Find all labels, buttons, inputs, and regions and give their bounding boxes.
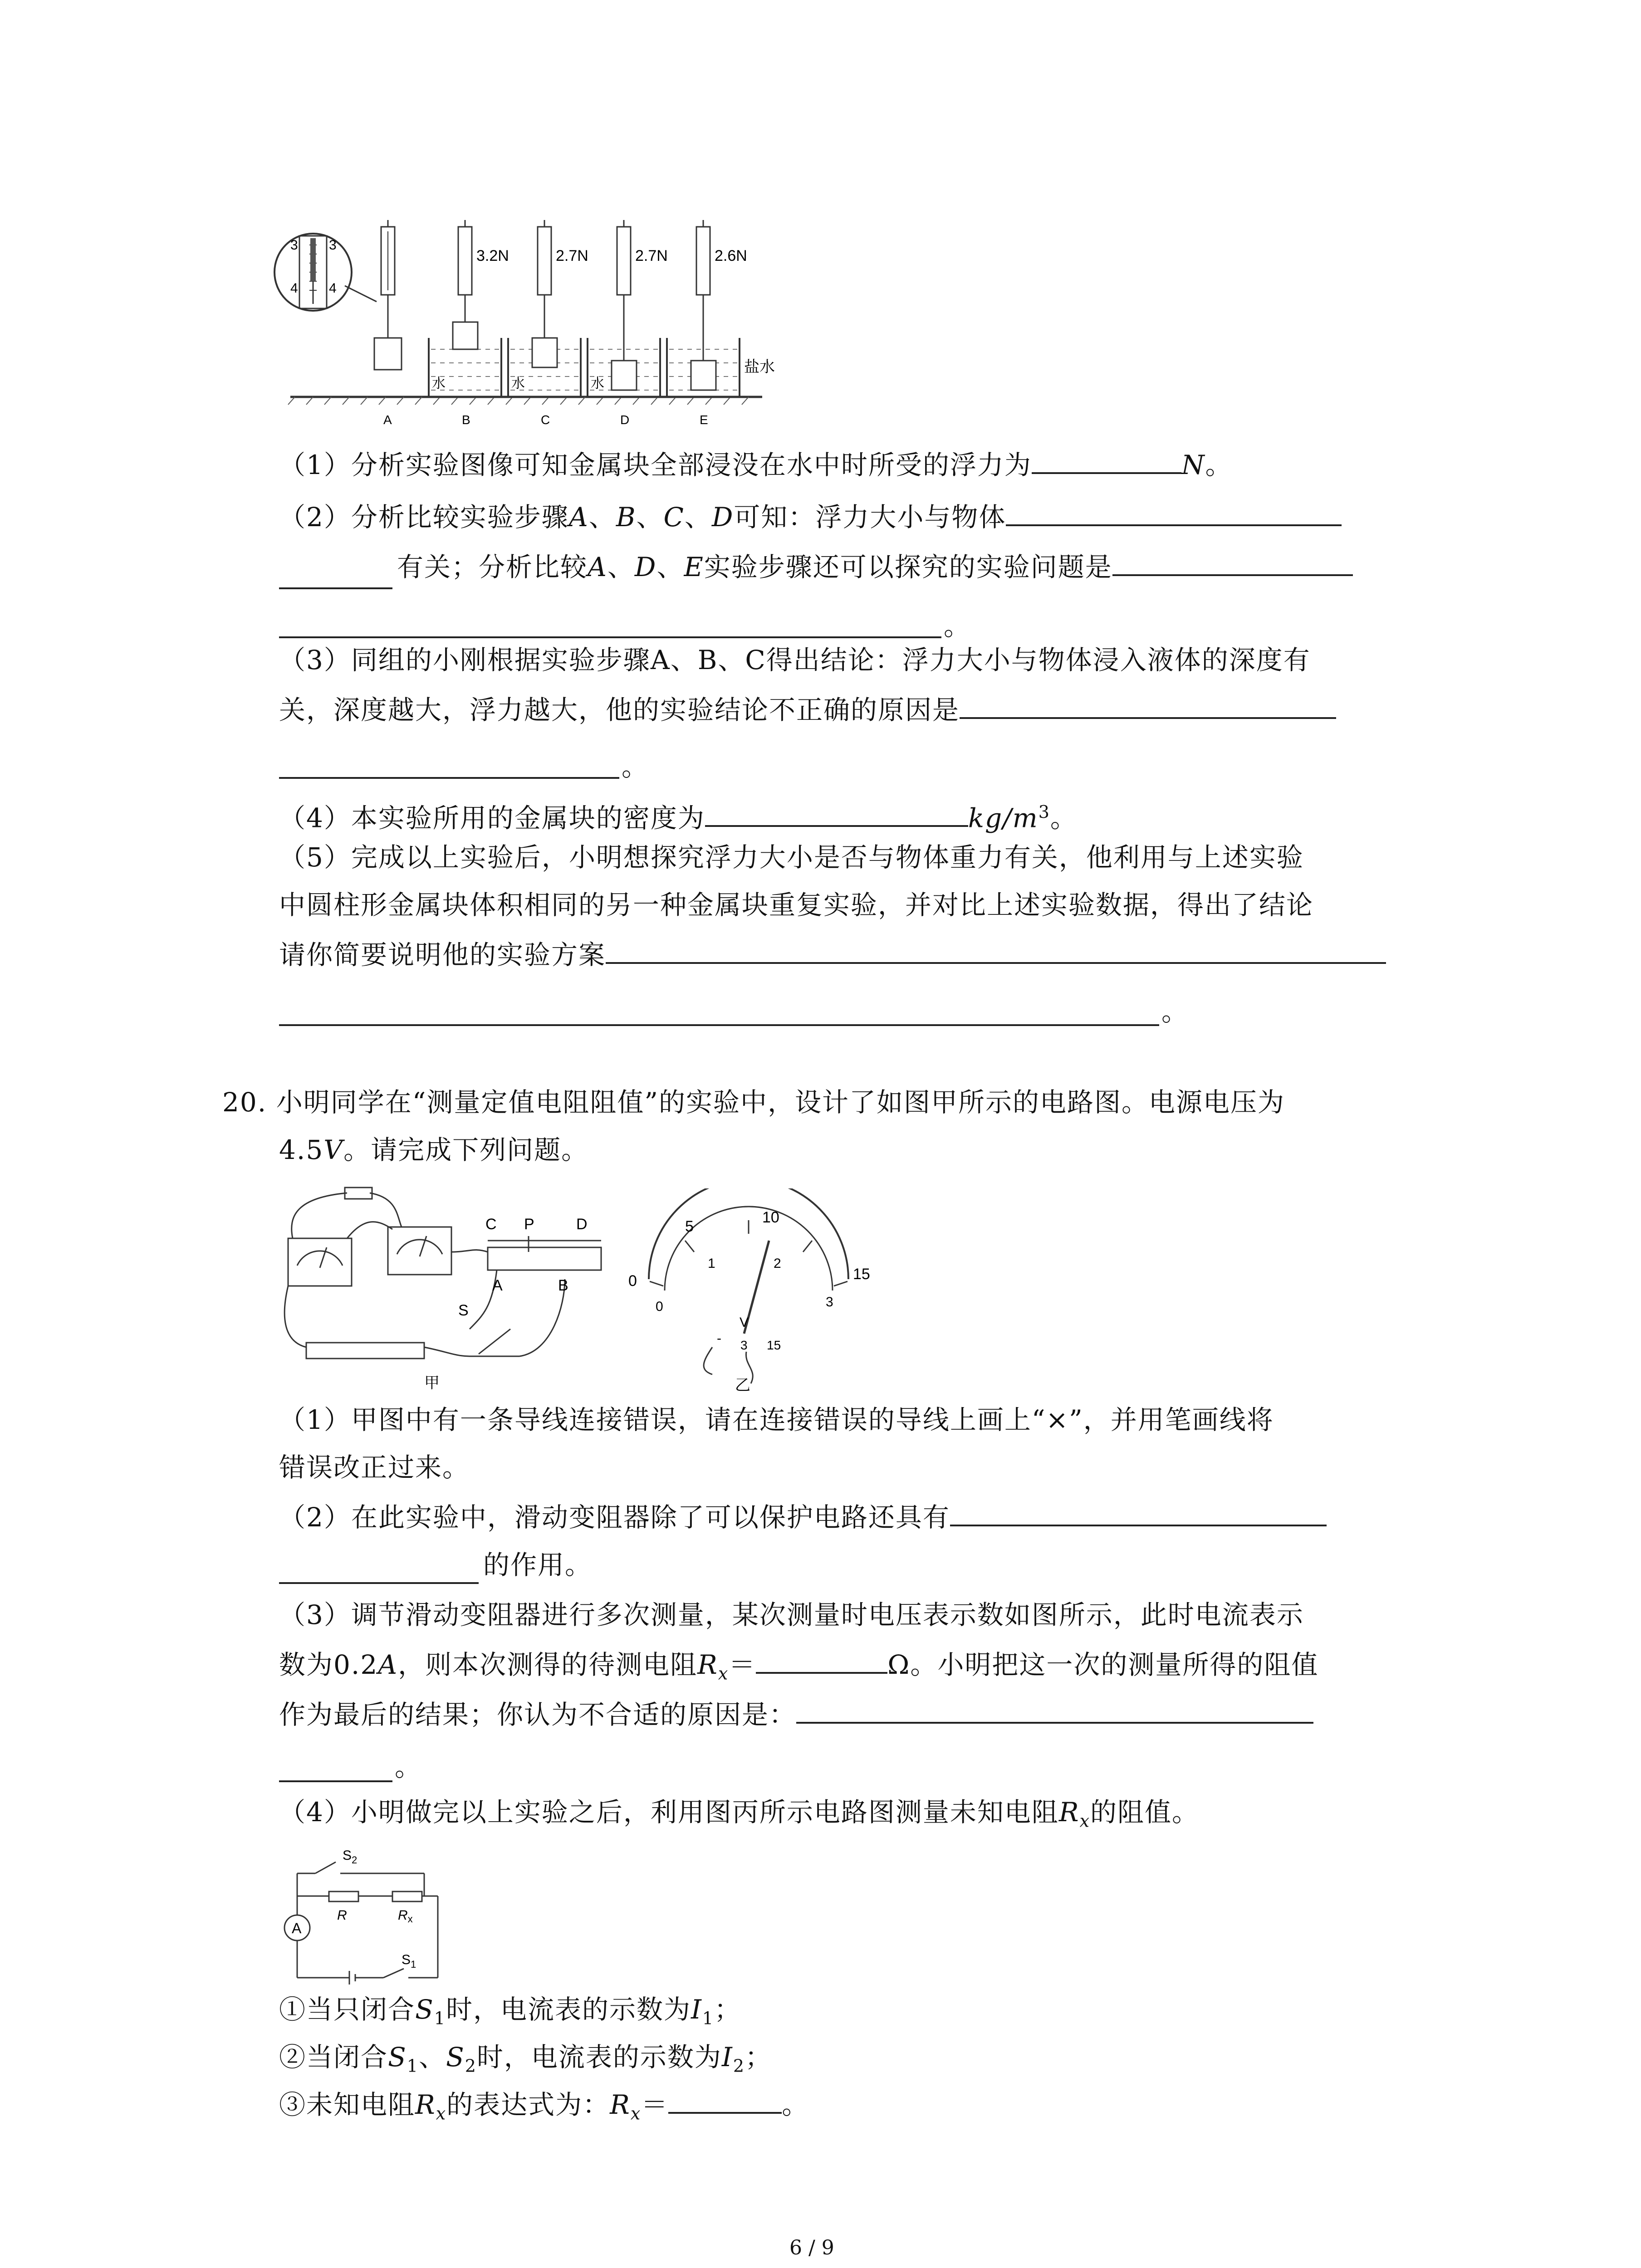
q20-intro-line2: 4.5V。请完成下列问题。 — [279, 1134, 589, 1165]
label-b: B — [558, 1277, 568, 1294]
label-a: A — [492, 1277, 503, 1294]
q20-blank-2b[interactable] — [279, 1582, 479, 1584]
q20-part1-line2: 错误改正过来。 — [279, 1452, 470, 1483]
q19-part5-end: 。 — [1161, 996, 1189, 1027]
caption-jia: 甲 — [424, 1374, 440, 1392]
q19-part2-line2: 有关；分析比较A、D、E实验步骤还可以探究的实验问题是 — [397, 549, 1353, 585]
q19-blank-1[interactable] — [1032, 447, 1181, 474]
q19-part4: （4）本实验所用的金属块的密度为 $kg/m^3$。 — [279, 794, 1078, 836]
q20-part4: （4）小明做完以上实验之后，利用图丙所示电路图测量未知电阻$R_x$的阻值。 — [279, 1797, 1200, 1831]
q19-blank-2c[interactable] — [1112, 549, 1353, 576]
q20-blank-3a[interactable] — [756, 1647, 887, 1674]
q19-part5-line1: （5）完成以上实验后，小明想探究浮力大小是否与物体重力有关，他利用与上述实验 — [279, 842, 1304, 873]
q20-blank-3c[interactable] — [279, 1780, 392, 1782]
q19-blank-5b[interactable] — [279, 1024, 1159, 1026]
reading-d: 2.7N — [635, 247, 668, 264]
q19-part5-line3: 请你简要说明他的实验方案 — [279, 937, 1386, 973]
q20-blank-4[interactable] — [668, 2087, 782, 2114]
dial-0: 0 — [656, 1299, 663, 1314]
step-a: A — [383, 413, 392, 427]
q19-blank-2d[interactable] — [279, 636, 941, 638]
step-e: E — [700, 413, 708, 427]
step-d: D — [620, 413, 630, 427]
q20-blank-2a[interactable] — [950, 1499, 1327, 1526]
label-c: C — [485, 1216, 497, 1233]
dial-10: 10 — [762, 1209, 779, 1226]
step-b: B — [462, 413, 470, 427]
q19-part2-end: 。 — [944, 611, 971, 641]
switch-s1-label: $S_1$ — [402, 1952, 416, 1970]
scale-left-top: 3 — [290, 238, 298, 253]
q19-part5-line2: 中圆柱形金属块体积相同的另一种金属块重复实验，并对比上述实验数据，得出了结论 — [279, 890, 1314, 920]
q19-blank-2a[interactable] — [1006, 499, 1342, 526]
q20-part3-line1: （3）调节滑动变阻器进行多次测量，某次测量时电压表示数如图所示，此时电流表示 — [279, 1599, 1304, 1630]
q20-part3-line2: 数为0.2A，则本次测得的待测电阻$R_x= \Omega$。小明把这一次的测量所得的阻值 — [279, 1647, 1318, 1692]
q20-part2-line1: （2）在此实验中，滑动变阻器除了可以保护电路还具有 — [279, 1499, 1327, 1535]
terminal-3: 3 — [740, 1338, 748, 1352]
dial-15: 15 — [853, 1266, 870, 1283]
q19-blank-5a[interactable] — [606, 937, 1386, 964]
reading-b: 3.2N — [476, 247, 509, 264]
voltmeter-dial-yi — [622, 1188, 876, 1393]
water-label-d: 水 — [591, 376, 604, 391]
spring-scale-a — [374, 220, 402, 370]
ammeter-label: A — [292, 1920, 302, 1936]
q20-part1-line1: （1）甲图中有一条导线连接错误，请在连接错误的导线上画上“×”，并用笔画线将 — [279, 1404, 1274, 1435]
water-label-b: 水 — [432, 376, 446, 391]
label-s: S — [458, 1302, 469, 1319]
q19-blank-3b[interactable] — [279, 777, 619, 779]
q20-part3-line3: 作为最后的结果；你认为不合适的原因是： — [279, 1696, 1313, 1733]
scale-right-bottom: 4 — [329, 281, 337, 296]
q19-blank-4[interactable] — [705, 800, 968, 827]
dial-2: 2 — [774, 1256, 781, 1271]
step-c: C — [541, 413, 550, 427]
buoyancy-experiment-figure — [272, 218, 794, 435]
q20-part2-line2: 的作用。 — [483, 1549, 593, 1580]
resistor-r-label: R — [337, 1908, 347, 1923]
q19-part2-line1: （2）分析比较实验步骤A、B、C、D可知：浮力大小与物体 — [279, 499, 1342, 535]
q19-part3-line1: （3）同组的小刚根据实验步骤A、B、C得出结论：浮力大小与物体浸入液体的深度有 — [279, 645, 1311, 675]
reading-c: 2.7N — [556, 247, 588, 264]
water-label-c: 水 — [511, 376, 525, 391]
q20-part3-end: 。 — [395, 1751, 422, 1782]
resistor-rx-label: $R_x$ — [398, 1908, 413, 1925]
salt-water-label: 盐水 — [744, 358, 775, 376]
q20-blank-3b[interactable] — [796, 1696, 1313, 1724]
q19-blank-2b[interactable] — [279, 587, 392, 589]
dial-unit: V — [740, 1315, 749, 1330]
label-d: D — [576, 1216, 588, 1233]
page-number: 6 / 9 — [789, 2236, 834, 2259]
dial-3: 3 — [826, 1295, 833, 1310]
reading-e: 2.6N — [715, 247, 747, 264]
q19-part3-line2: 关，深度越大，浮力越大，他的实验结论不正确的原因是 — [279, 692, 1336, 728]
terminal-15: 15 — [767, 1338, 781, 1352]
circuit-figure-jia — [279, 1179, 619, 1393]
circuit-figure-bing — [279, 1842, 479, 1991]
q19-part1: （1）分析实验图像可知金属块全部浸没在水中时所受的浮力为 N。 — [279, 447, 1233, 483]
dial-zero-top: 0 — [628, 1272, 637, 1290]
switch-s2-label: $S_2$ — [343, 1848, 358, 1866]
dial-1: 1 — [708, 1256, 715, 1271]
question-number: 20. — [222, 1087, 267, 1118]
step-2: ②当闭合$S_1$、$S_2$时，电流表的示数为$I_2$； — [279, 2042, 773, 2076]
caption-yi: 乙 — [735, 1377, 750, 1393]
scale-right-top: 3 — [329, 238, 337, 253]
step-1: ①当只闭合$S_1$时，电流表的示数为$I_1$； — [279, 1994, 742, 2028]
q20-intro-line1: 20. 小明同学在“测量定值电阻阻值”的实验中，设计了如图甲所示的电路图。电源电压为 — [222, 1087, 1285, 1118]
q19-blank-3a[interactable] — [960, 692, 1336, 719]
scale-left-bottom: 4 — [290, 281, 298, 296]
step-3: ③未知电阻$R_x$的表达式为：$R_x=$ 。 — [279, 2087, 809, 2132]
label-p: P — [524, 1216, 534, 1233]
terminal-minus: - — [717, 1331, 721, 1346]
q19-part3-end: 。 — [622, 751, 649, 782]
dial-5: 5 — [685, 1218, 694, 1235]
